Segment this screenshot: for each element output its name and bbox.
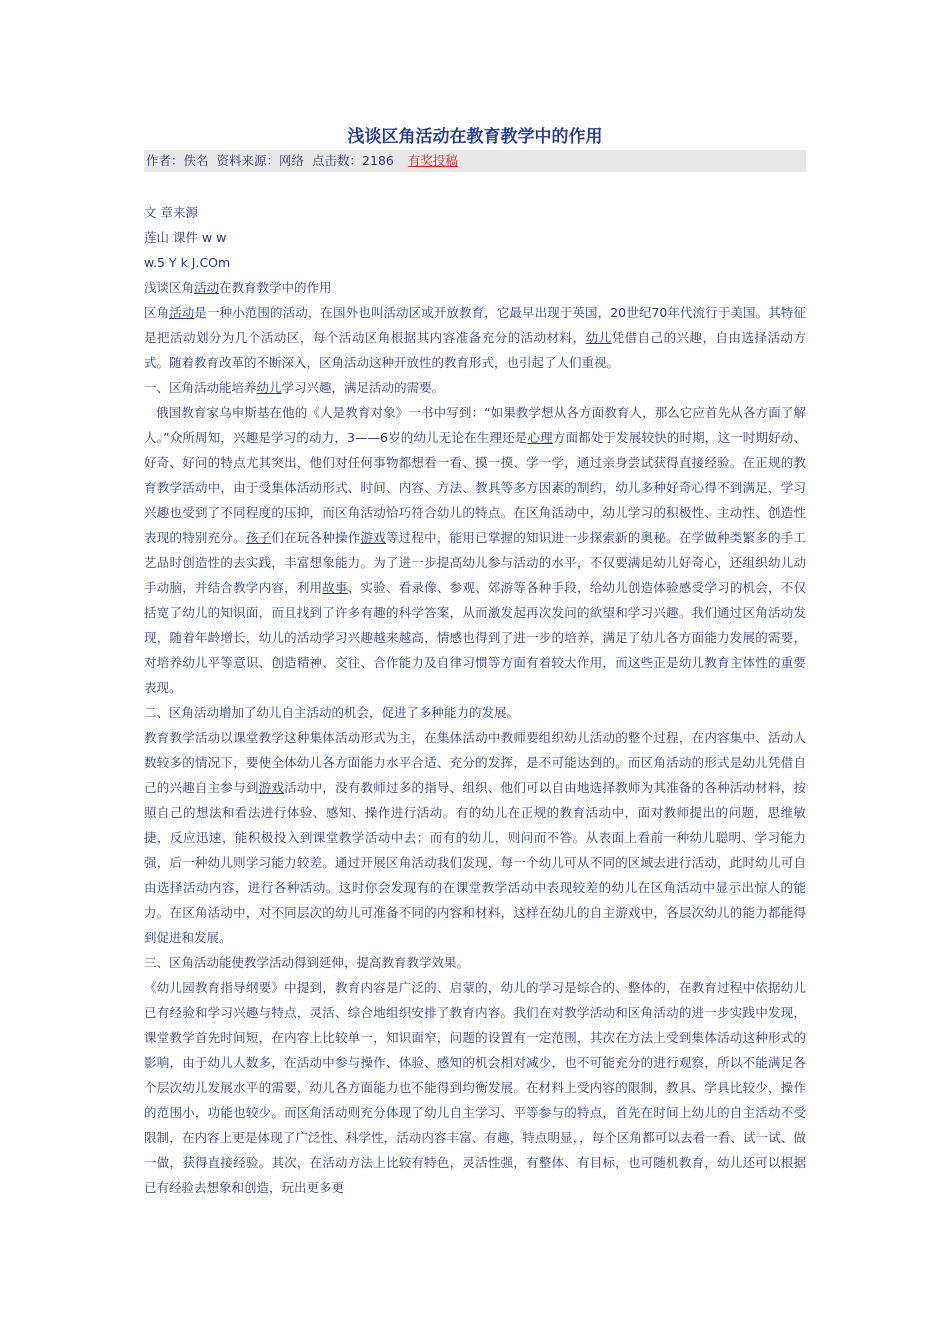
text: 区角: [144, 305, 170, 320]
paragraph-section-3: 《幼儿园教育指导纲要》中提到，教育内容是广泛的、启蒙的，幼儿的学习是综合的、整体的，在教育过程中依据幼儿已有经验和学习兴趣与特点，灵活、综合地组织安排了教育内容。我们在对教学活动和区角活动的进一步实践中发现，课堂教学首先时间短，在内容上比较单一，知识面窄，问题的设置有一定范围，其次在方法上受到集体活动这种形式的影响，由于幼儿人数多，在活动中参与操作、体验、感知的机会相对减少，也不可能充分的进行观察，所以不能满足各个层次幼儿发展水平的需要，幼儿各方面能力也不能得到均衡发展。在材料上受内容的限制，教具、学具比较少，操作的范围小，功能也较少。而区角活动则充分体现了幼儿自主学习、平等参与的特点，首先在时间上幼儿的自主活动不受限制，在内容上更是体现了广泛性、科学性，活动内容丰富、有趣，特点明显，，每个区角都可以去看一看、试一试、做一做，获得直接经验。其次，在活动方法上比较有特色，灵活性强，有整体、有目标，也可随机教育，幼儿还可以根据已有经验去想象和创造，玩出更多更: [144, 980, 806, 1195]
text: 教育教学活动以课堂教学这种集体活动形式为主，在集体活动中教师要组织幼儿活动的整个过程，在内容集中、活动人数较多的情况下，要使全体幼儿各方面能力水平合适、充分的发挥，是不可能达到的。而区角活动的形式是幼儿凭借自己的兴趣自主参与到: [144, 730, 806, 795]
source-line-1: 文 章来源: [144, 205, 198, 220]
text: 学习兴趣，满足活动的需要。: [281, 380, 445, 395]
paragraph-intro: [144, 300, 806, 375]
text: 们在玩各种操作: [271, 530, 361, 545]
link-kids[interactable]: 孩子: [245, 530, 272, 545]
article-title: 浅谈区角活动在教育教学中的作用: [347, 127, 603, 147]
text: 活动中，没有教师过多的指导、组织、他们可以自由地选择教师为其准备的各种活动材料，按照自己的想法和看法进行体验、感知、操作进行活动。有的幼儿在正规的教育活动中，面对教师提出的问题，思维敏捷，反应迅速，能积极投入到课堂教学活动中去；而有的幼儿，则问而不答。从表面上看前一种幼儿聪明、学习能力强，后一种幼儿则学习能力较差。通过开展区角活动我们发现，每一个幼儿可从不同的区域去进行活动，此时幼儿可自由选择活动内容，进行各种活动。这时你会发现有的在课堂教学活动中表现较差的幼儿在区角活动中显示出惊人的能力。在区角活动中，对不同层次的幼儿可准备不同的内容和材料，这样在幼儿的自主游戏中，各层次幼儿的能力都能得到促进和发展。: [144, 780, 806, 945]
article-meta-bar: [144, 150, 806, 172]
paragraph-section-2: [144, 725, 806, 950]
section-heading-2: 二、区角活动增加了幼儿自主活动的机会，促进了多种能力的发展。: [144, 705, 520, 720]
source-line-3: w.5 Y k J.COm: [144, 255, 231, 270]
contribute-link[interactable]: 有奖投稿: [407, 153, 458, 168]
hits-label: 点击数：: [312, 153, 363, 168]
source-label: 资料来源：网络: [216, 153, 305, 168]
link-psychology[interactable]: 心理: [527, 430, 553, 445]
link-child[interactable]: 幼儿: [585, 330, 612, 345]
paragraph-section-1: [144, 400, 806, 700]
section-heading-1: [144, 375, 806, 400]
subtitle-post: 在教育教学中的作用: [219, 280, 332, 295]
link-activity[interactable]: 活动: [169, 305, 195, 320]
section-heading-3: 三、区角活动能使教学活动得到延伸，提高教育教学效果。: [144, 955, 470, 970]
hits-value: 2186: [362, 153, 394, 168]
article-subtitle: [144, 275, 806, 300]
text: 等过程中，能用已掌握的知识进一步探索新的奥秘。在学做种类繁多的手工艺品时创造性的去实践，丰富想象能力。为了进一步提高幼儿参与活动的水平，不仅要满足幼儿好奇心，还组织幼儿动手动脑，并结合教学内容，利用: [144, 530, 806, 595]
article-page: [144, 124, 806, 1200]
link-child[interactable]: 幼儿: [256, 380, 282, 395]
text: 一、区角活动能培养: [144, 380, 257, 395]
text: 俄国教育家乌申斯基在他的《人是教育对象》一书中写到：“如果教学想从各方面教育人，那么它应首先从各方面了解人。”众所周知，兴趣是学习的动力，3——6岁的幼儿无论在生理还是: [144, 405, 806, 445]
link-game[interactable]: 游戏: [360, 530, 386, 545]
subtitle-pre: 浅谈区角: [144, 280, 195, 295]
text: 凭借自己的兴趣，自由选择活动方式。随着教育改革的不断深入，区角活动这种开放性的教育形式，也引起了人们重视。: [144, 330, 806, 370]
link-story[interactable]: 故事: [322, 580, 348, 595]
text: 、实验、看录像、参观、郊游等各种手段，给幼儿创造体验感受学习的机会，不仅括宽了幼儿的知识面，而且找到了许多有趣的科学答案，从而激发起再次发问的欲望和学习兴趣。我们通过区角活动发现，随着年龄增长，幼儿的活动学习兴趣越来越高，情感也得到了进一步的培养，满足了幼儿各方面能力发展的需要，对培养幼儿平等意识、创造精神、交往、合作能力及自律习惯等方面有着较大作用，而这些正是幼儿教育主体性的重要表现。: [144, 580, 806, 695]
author-label: 作者：佚名: [146, 153, 209, 168]
link-game[interactable]: 游戏: [258, 780, 285, 795]
text: 方面都处于发展较快的时期，这一时期好动、好奇、好问的特点尤其突出，他们对任何事物都想看一看、摸一摸、学一学，通过亲身尝试获得直接经验。在正规的教育教学活动中，由于受集体活动形式、时间、内容、方法、教具等多方因素的制约，幼儿多种好奇心得不到满足，学习兴趣也受到了不同程度的压抑，而区角活动恰巧符合幼儿的特点。在区角活动中，幼儿学习的积极性、主动性、创造性表现的特别充分。: [144, 430, 806, 545]
link-activity[interactable]: 活动: [194, 280, 220, 295]
source-line-2: 莲山 课件 w w: [144, 230, 227, 245]
text: 是一种小范围的活动，在国外也叫活动区或开放教育，它最早出现于英国，20世纪70年代流行于美国。其特征是把活动划分为几个活动区，每个活动区角根据其内容准备充分的活动材料，: [144, 305, 806, 345]
